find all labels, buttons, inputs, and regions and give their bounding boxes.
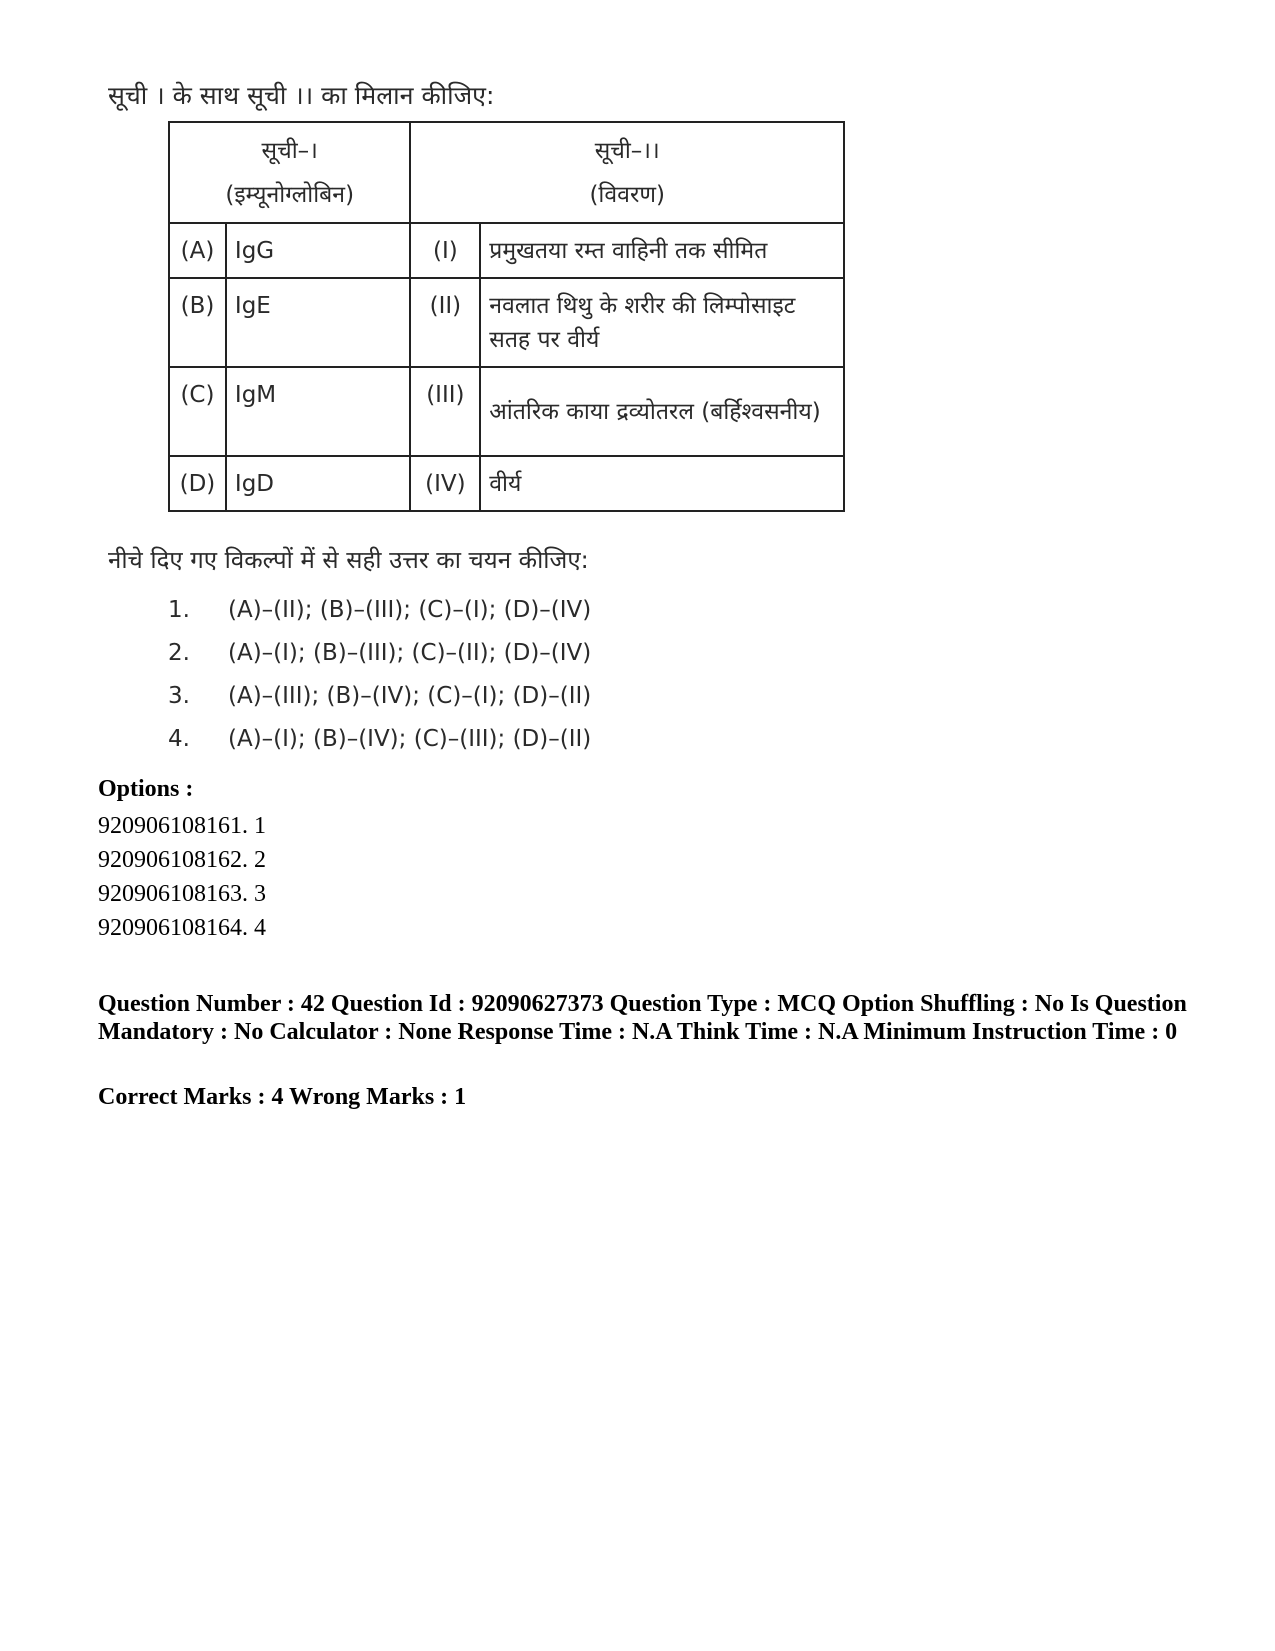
list-two-subtitle: (विवरण) [589, 181, 665, 208]
choice-number: 1. [168, 596, 190, 623]
row-item-right: वीर्य [480, 456, 844, 511]
table-row [169, 367, 844, 456]
marks-info: Correct Marks : 4 Wrong Marks : 1 [98, 1084, 467, 1110]
choice-number: 3. [168, 682, 190, 709]
question-meta: Question Number : 42 Question Id : 92090627373 Question Type : MCQ Option Shuffling : No Is Question Mandatory : No Calculator : None Response Time : N.A Think Time : N.A Minimum Instruction Time : 0 [98, 991, 1187, 1045]
option-item: 920906108163. 3 [98, 881, 266, 907]
choice-item [168, 717, 591, 760]
row-label-right: (I) [410, 223, 480, 278]
row-item-right: आंतरिक काया द्रव्योतरल (बर्हिश्वसनीय) [480, 367, 844, 456]
list-one-title: सूची–। [261, 137, 318, 164]
list-one-subtitle: (इम्यूनोग्लोबिन) [225, 181, 355, 208]
row-label-right: (III) [410, 367, 480, 456]
row-item-left: IgG [226, 223, 411, 278]
choice-item [168, 631, 591, 674]
row-item-left: IgM [226, 367, 411, 456]
list-two-header [410, 122, 844, 223]
table-header-row [169, 122, 844, 223]
options-list [98, 809, 266, 945]
option-item: 920906108162. 2 [98, 847, 266, 873]
match-table [168, 121, 845, 512]
row-label-right: (II) [410, 278, 480, 367]
choice-text: (A)–(I); (B)–(IV); (C)–(III); (D)–(II) [228, 725, 592, 752]
table-row [169, 456, 844, 511]
list-one-header [169, 122, 410, 223]
row-item-left: IgD [226, 456, 411, 511]
row-label-left: (C) [169, 367, 226, 456]
row-label-right: (IV) [410, 456, 480, 511]
row-item-right: प्रमुखतया रम्त वाहिनी तक सीमित [480, 223, 844, 278]
choice-item [168, 588, 591, 631]
choice-text: (A)–(I); (B)–(III); (C)–(II); (D)–(IV) [228, 639, 592, 666]
options-heading: Options : [98, 776, 194, 802]
choice-text: (A)–(III); (B)–(IV); (C)–(I); (D)–(II) [228, 682, 592, 709]
list-two-title: सूची–।। [594, 137, 660, 164]
option-item: 920906108161. 1 [98, 813, 266, 839]
row-label-left: (A) [169, 223, 226, 278]
answer-instruction: नीचे दिए गए विकल्पों में से सही उत्तर का चयन कीजिए: [108, 546, 589, 574]
choice-number: 2. [168, 639, 190, 666]
option-item: 920906108164. 4 [98, 915, 266, 941]
question-prompt: सूची । के साथ सूची ।। का मिलान कीजिए: [108, 81, 495, 110]
choice-item [168, 674, 591, 717]
choice-text: (A)–(II); (B)–(III); (C)–(I); (D)–(IV) [228, 596, 592, 623]
table-row [169, 278, 844, 367]
choice-number: 4. [168, 725, 190, 752]
table-row [169, 223, 844, 278]
answer-choices [168, 588, 591, 760]
row-label-left: (D) [169, 456, 226, 511]
row-item-right: नवलात थिथु के शरीर की लिम्पोसाइट सतह पर वीर्य [480, 278, 844, 367]
row-label-left: (B) [169, 278, 226, 367]
row-item-left: IgE [226, 278, 411, 367]
